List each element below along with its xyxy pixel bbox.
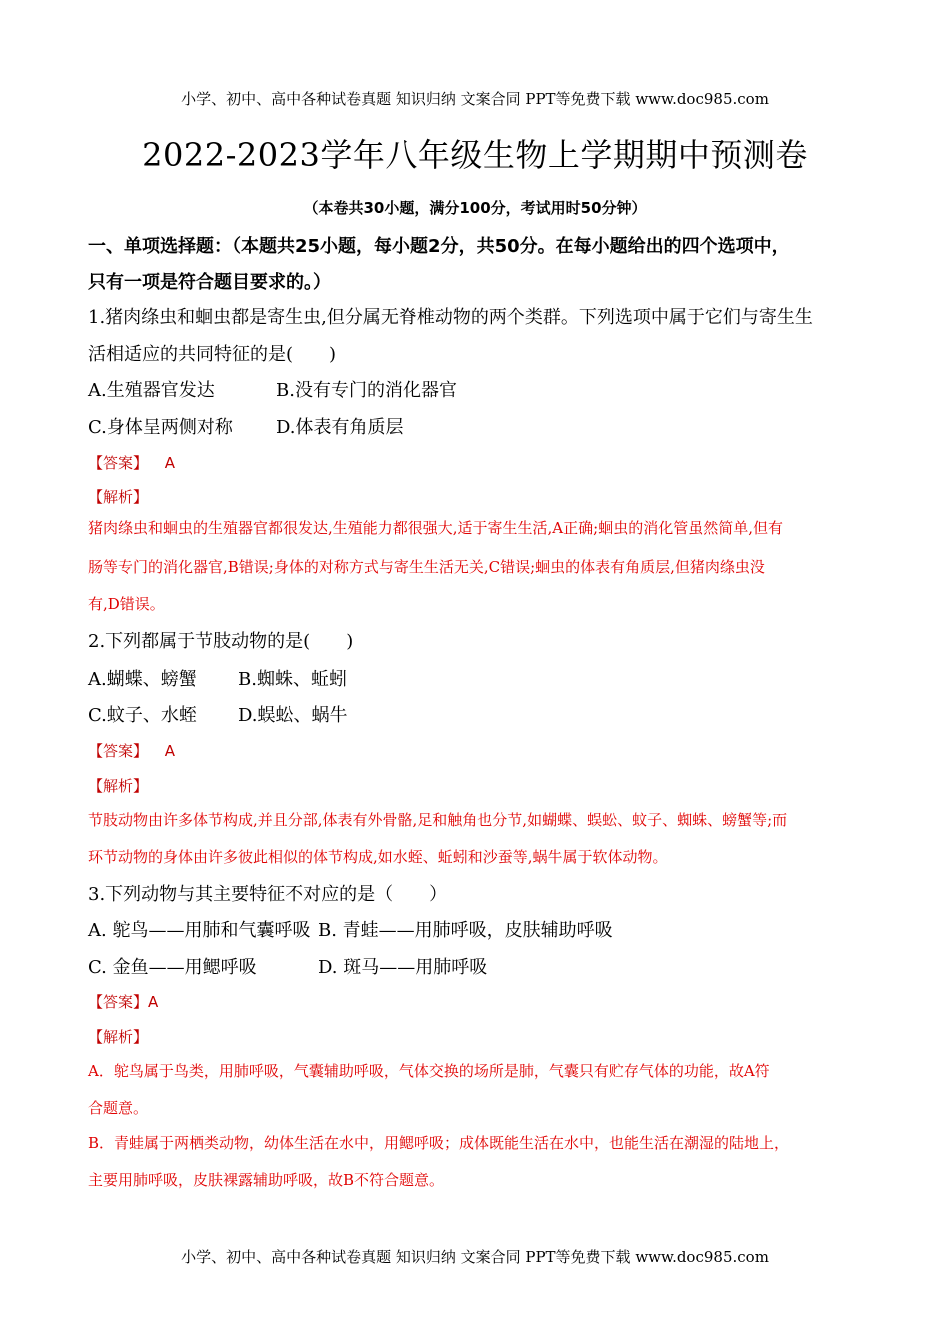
q2-analysis-line1: 节肢动物由许多体节构成,并且分部,体表有外骨骼,足和触角也分节,如蝴蝶、蜈蚣、蚊子、蜘蛛、螃蟹等;而 xyxy=(88,811,788,829)
section-heading-line2: 只有一项是符合题目要求的。） xyxy=(88,272,331,293)
answer-value: A xyxy=(164,742,176,760)
q1-answer xyxy=(88,452,175,473)
q1-stem-line1: 1.猪肉绦虫和蛔虫都是寄生虫,但分属无脊椎动物的两个类群。下列选项中属于它们与寄生生 xyxy=(88,307,813,328)
page-title: 2022-2023学年八年级生物上学期期中预测卷 xyxy=(142,136,808,174)
q3-stem: 3.下列动物与其主要特征不对应的是（ ） xyxy=(88,884,448,905)
q3-analysis-line4: 主要用肺呼吸，皮肤裸露辅助呼吸，故B不符合题意。 xyxy=(88,1171,445,1189)
q1-option-a: A.生殖器官发达 xyxy=(88,380,215,401)
q3-option-d: D. 斑马——用肺呼吸 xyxy=(318,957,488,978)
q3-analysis-line3: B．青蛙属于两栖类动物，幼体生活在水中，用鳃呼吸；成体既能生活在水中，也能生活在潮湿的陆地上， xyxy=(88,1134,790,1152)
q1-option-c: C.身体呈两侧对称 xyxy=(88,417,233,438)
q2-option-b: B.蜘蛛、蚯蚓 xyxy=(238,669,347,690)
q2-option-a: A.蝴蝶、螃蟹 xyxy=(88,669,197,690)
q3-analysis-tag: 【解析】 xyxy=(88,1028,149,1046)
answer-value: A xyxy=(148,993,159,1011)
q1-option-d: D.体表有角质层 xyxy=(276,417,404,438)
answer-tag: 【答案】 xyxy=(88,742,149,760)
q1-analysis-line2: 肠等专门的消化器官,B错误;身体的对称方式与寄生生活无关,C错误;蛔虫的体表有角质层,但猪肉绦虫没 xyxy=(88,558,765,576)
q1-analysis-tag: 【解析】 xyxy=(88,488,149,506)
section-heading-line1: 一、单项选择题：（本题共25小题，每小题2分，共50分。在每小题给出的四个选项中， xyxy=(88,236,790,257)
q2-stem: 2.下列都属于节肢动物的是( ) xyxy=(88,631,354,652)
q3-option-a: A. 鸵鸟——用肺和气囊呼吸 xyxy=(88,920,311,941)
page-header: 小学、初中、高中各种试卷真题 知识归纳 文案合同 PPT等免费下载 www.doc985.com xyxy=(181,90,769,108)
q1-analysis-line3: 有,D错误。 xyxy=(88,595,165,613)
answer-tag: 【答案】 xyxy=(88,993,149,1011)
q2-option-c: C.蚊子、水蛭 xyxy=(88,705,197,726)
q1-stem-line2: 活相适应的共同特征的是( ) xyxy=(88,344,337,365)
q3-analysis-line2: 合题意。 xyxy=(88,1099,149,1117)
q1-option-b: B.没有专门的消化器官 xyxy=(276,380,457,401)
answer-value: A xyxy=(164,454,176,472)
page-footer: 小学、初中、高中各种试卷真题 知识归纳 文案合同 PPT等免费下载 www.doc985.com xyxy=(181,1248,769,1266)
q2-answer xyxy=(88,740,175,761)
q2-option-d: D.蜈蚣、蜗牛 xyxy=(238,705,348,726)
q3-answer xyxy=(88,991,158,1012)
q3-option-b: B. 青蛙——用肺呼吸，皮肤辅助呼吸 xyxy=(318,920,613,941)
q2-analysis-tag: 【解析】 xyxy=(88,777,149,795)
page-subtitle: （本卷共30小题，满分100分，考试用时50分钟） xyxy=(303,199,647,217)
answer-tag: 【答案】 xyxy=(88,454,149,472)
q3-analysis-line1: A．鸵鸟属于鸟类，用肺呼吸，气囊辅助呼吸，气体交换的场所是肺，气囊只有贮存气体的功能，故A符 xyxy=(88,1062,770,1080)
q2-analysis-line2: 环节动物的身体由许多彼此相似的体节构成,如水蛭、蚯蚓和沙蚕等,蜗牛属于软体动物。 xyxy=(88,848,668,866)
q1-analysis-line1: 猪肉绦虫和蛔虫的生殖器官都很发达,生殖能力都很强大,适于寄生生活,A正确;蛔虫的消化管虽然简单,但有 xyxy=(88,519,783,537)
q3-option-c: C. 金鱼——用鳃呼吸 xyxy=(88,957,257,978)
